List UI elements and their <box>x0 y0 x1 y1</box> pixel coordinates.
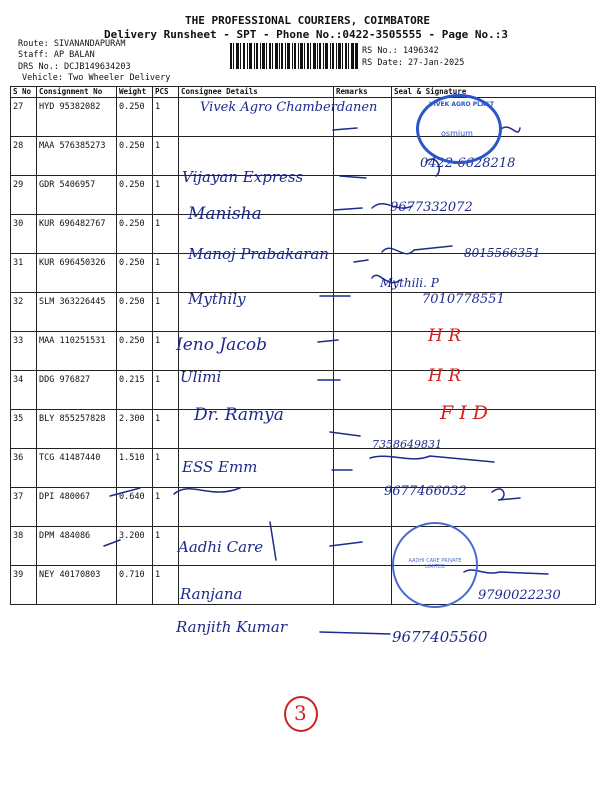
handwritten-consignee-28: Vijayan Express <box>182 168 304 186</box>
runsheet-title: Delivery Runsheet - SPT - Phone No.:0422-3505555 - Page No.:3 <box>104 28 508 41</box>
cell-weight: 0.250 <box>117 293 153 332</box>
cell-weight: 0.640 <box>117 488 153 527</box>
cell-remarks <box>334 176 392 215</box>
cell-sno: 27 <box>11 98 37 137</box>
rs-number: RS No.: 1496342 <box>362 46 439 56</box>
cell-sno: 37 <box>11 488 37 527</box>
table-row <box>11 449 596 488</box>
vehicle-label: Vehicle: Two Wheeler Delivery <box>22 73 171 83</box>
cell-weight: 0.710 <box>117 566 153 605</box>
handwritten-consignee-31: Mythily <box>188 290 246 308</box>
route-label: Route: SIVANANDAPURAM <box>18 39 126 49</box>
cell-consignment-no: NEY 40170803 <box>37 566 117 605</box>
vivek-agro-stamp <box>416 94 502 164</box>
cell-consignment-no: MAA 110251531 <box>37 332 117 371</box>
cell-pcs: 1 <box>153 137 179 176</box>
cell-remarks <box>334 215 392 254</box>
handwritten-phone-36: 9677466032 <box>384 484 467 499</box>
cell-weight: 0.250 <box>117 332 153 371</box>
cell-consignment-no: GDR 5406957 <box>37 176 117 215</box>
cell-pcs: 1 <box>153 254 179 293</box>
cell-sno: 33 <box>11 332 37 371</box>
handwritten-phone-39: 9677405560 <box>392 628 488 646</box>
cell-signature <box>392 332 596 371</box>
aadhi-care-stamp <box>392 522 478 608</box>
handwritten-consignee-34: Dr. Ramya <box>194 405 284 425</box>
cell-remarks <box>334 566 392 605</box>
handwritten-consignee-35: ESS Emm <box>182 458 258 476</box>
cell-weight: 0.250 <box>117 98 153 137</box>
cell-remarks <box>334 449 392 488</box>
cell-weight: 2.300 <box>117 410 153 449</box>
cell-weight: 0.250 <box>117 176 153 215</box>
cell-pcs: 1 <box>153 566 179 605</box>
cell-weight: 0.215 <box>117 371 153 410</box>
col-header-sno: S No <box>11 87 37 98</box>
cell-consignment-no: KUR 696450326 <box>37 254 117 293</box>
cell-remarks <box>334 332 392 371</box>
cell-consignment-no: DPM 484086 <box>37 527 117 566</box>
cell-weight: 0.250 <box>117 137 153 176</box>
cell-sno: 38 <box>11 527 37 566</box>
cell-consignment-no: KUR 696482767 <box>37 215 117 254</box>
handwritten-consignee-30: Manoj Prabakaran <box>188 245 329 263</box>
table-row <box>11 410 596 449</box>
handwritten-consignee-29: Manisha <box>188 204 262 224</box>
cell-weight: 3.200 <box>117 527 153 566</box>
cell-sno: 39 <box>11 566 37 605</box>
handwritten-phone-38: 9790022230 <box>478 588 561 603</box>
handwritten-phone-30: 8015566351 <box>464 246 541 260</box>
cell-consignment-no: SLM 363226445 <box>37 293 117 332</box>
col-header-pcs: PCS <box>153 87 179 98</box>
cell-sno: 30 <box>11 215 37 254</box>
cell-consignment-no: DDG 976827 <box>37 371 117 410</box>
cell-consignee <box>179 488 334 527</box>
handwritten-consignee-27: Vivek Agro Chamberdanen <box>200 100 378 115</box>
cell-sno: 35 <box>11 410 37 449</box>
cell-weight: 1.510 <box>117 449 153 488</box>
handwritten-phone-31: 7010778551 <box>422 292 505 307</box>
handwritten-consignee-39: Ranjith Kumar <box>176 618 288 636</box>
cell-pcs: 1 <box>153 527 179 566</box>
stamp-text: AADHI CARE PRIVATE LIMITED <box>408 558 462 570</box>
cell-pcs: 1 <box>153 215 179 254</box>
handwritten-name-31: Mythili. P <box>380 276 439 290</box>
cell-consignment-no: DPI 480067 <box>37 488 117 527</box>
page-number: 3 <box>294 701 307 725</box>
cell-sno: 34 <box>11 371 37 410</box>
cell-pcs: 1 <box>153 410 179 449</box>
cell-pcs: 1 <box>153 371 179 410</box>
cell-remarks <box>334 371 392 410</box>
cell-pcs: 1 <box>153 293 179 332</box>
handwritten-phone-28: 0422-6628218 <box>420 156 516 171</box>
drs-number: DRS No.: DCJB149634203 <box>18 62 131 72</box>
cell-weight: 0.250 <box>117 215 153 254</box>
handwritten-consignee-37: Aadhi Care <box>178 538 264 556</box>
cell-consignment-no: TCG 41487440 <box>37 449 117 488</box>
col-header-weight: Weight <box>117 87 153 98</box>
cell-weight: 0.250 <box>117 254 153 293</box>
cell-consignment-no: BLY 855257828 <box>37 410 117 449</box>
cell-sno: 32 <box>11 293 37 332</box>
cell-pcs: 1 <box>153 332 179 371</box>
cell-signature <box>392 449 596 488</box>
stamp-text: VIVEK AGRO PLAST <box>429 101 495 108</box>
cell-sno: 29 <box>11 176 37 215</box>
col-header-consignment: Consignment No <box>37 87 117 98</box>
cell-remarks <box>334 137 392 176</box>
handwritten-phone-35: 7358649831 <box>372 438 442 451</box>
cell-remarks <box>334 527 392 566</box>
table-header-row <box>11 87 596 98</box>
handwritten-remark-34: F I D <box>440 402 489 424</box>
handwritten-phone-29: 9677332072 <box>390 200 473 215</box>
rs-date: RS Date: 27-Jan-2025 <box>362 58 465 68</box>
handwritten-consignee-38: Ranjana <box>180 585 243 603</box>
handwritten-consignee-32: Ieno Jacob <box>176 335 267 355</box>
osmium-logo: osmium <box>441 129 473 138</box>
cell-sno: 36 <box>11 449 37 488</box>
cell-signature <box>392 371 596 410</box>
col-header-consignee: Consignee Details <box>179 87 334 98</box>
cell-pcs: 1 <box>153 488 179 527</box>
cell-consignment-no: HYD 95382082 <box>37 98 117 137</box>
handwritten-consignee-33: Ulimi <box>180 368 222 386</box>
table-row <box>11 488 596 527</box>
cell-pcs: 1 <box>153 176 179 215</box>
cell-pcs: 1 <box>153 98 179 137</box>
cell-consignment-no: MAA 576385273 <box>37 137 117 176</box>
col-header-signature: Seal & Signature <box>392 87 596 98</box>
handwritten-remark-33: H R <box>428 366 462 386</box>
table-row <box>11 293 596 332</box>
cell-remarks <box>334 293 392 332</box>
company-name: THE PROFESSIONAL COURIERS, COIMBATORE <box>185 14 431 27</box>
cell-sno: 28 <box>11 137 37 176</box>
table-row <box>11 371 596 410</box>
table-row <box>11 332 596 371</box>
page-number-circle <box>284 696 318 732</box>
table-row <box>11 527 596 566</box>
cell-pcs: 1 <box>153 449 179 488</box>
cell-sno: 31 <box>11 254 37 293</box>
barcode-image <box>230 43 358 69</box>
handwritten-remark-32: H R <box>428 326 462 346</box>
col-header-remarks: Remarks <box>334 87 392 98</box>
cell-remarks <box>334 488 392 527</box>
staff-label: Staff: AP BALAN <box>18 50 95 60</box>
